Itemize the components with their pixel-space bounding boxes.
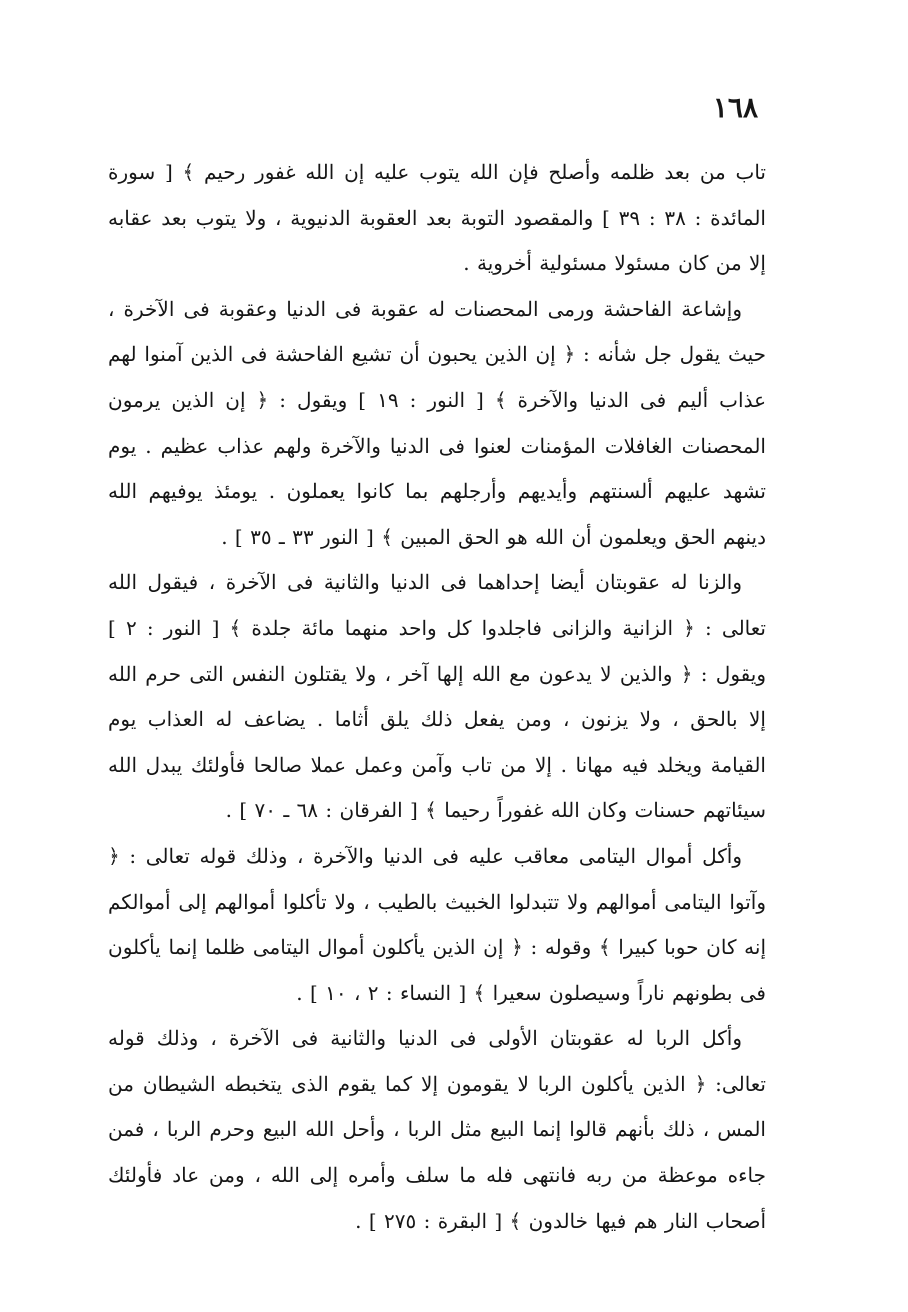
paragraph: والزنا له عقوبتان أيضا إحداهما فى الدنيا والثانية فى الآخرة ، فيقول الله تعالى : ﴿ الزانية والزانى فاجلدوا كل واحد منهما مائة جلدة ﴾ [ النور : ٢ ] ويقول : ﴿ والذين لا يدعون مع الله إلها آخر ، ولا يقتلون النفس التى حرم الله إلا بالحق ، ولا يزنون ، ومن يفعل ذلك يلق أثاما . يضاعف له العذاب يوم القيامة ويخلد فيه مهانا . إلا من تاب وآمن وعمل عملا صالحا فأولئك يبدل الله سيئاتهم حسنات وكان الله غفوراً رحيما ﴾ [ الفرقان : ٦٨ ـ ٧٠ ] . xyxy=(108,570,766,823)
paragraph: وأكل أموال اليتامى معاقب عليه فى الدنيا والآخرة ، وذلك قوله تعالى : ﴿ وآتوا اليتامى أموالهم ولا تتبدلوا الخبيث بالطيب ، ولا تأكلوا أموالهم إلى أموالكم إنه كان حوبا كبيرا ﴾ وقوله : ﴿ إن الذين يأكلون أموال اليتامى ظلما إنما يأكلون فى بطونهم ناراً وسيصلون سعيرا ﴾ [ النساء : ٢ ، ١٠ ] . xyxy=(108,843,766,1005)
page-number: ١٦٨ xyxy=(712,91,758,124)
paragraph: وأكل الربا له عقوبتان الأولى فى الدنيا والثانية فى الآخرة ، وذلك قوله تعالى: ﴿ الذين يأكلون الربا لا يقومون إلا كما يقوم الذى يتخبطه الشيطان من المس ، ذلك بأنهم قالوا إنما البيع مثل الربا ، وأحل الله البيع وحرم الربا ، فمن جاءه موعظة من ربه فانتهى فله ما سلف وأمره إلى الله ، ومن عاد فأولئك أصحاب النار هم فيها خالدون ﴾ [ البقرة : ٢٧٥ ] . xyxy=(108,1026,766,1233)
paragraph: وإشاعة الفاحشة ورمى المحصنات له عقوبة فى الدنيا وعقوبة فى الآخرة ، حيث يقول جل شأنه : ﴿ إن الذين يحبون أن تشيع الفاحشة فى الذين آمنوا لهم عذاب أليم فى الدنيا والآخرة ﴾ [ النور : ١٩ ] ويقول : ﴿ إن الذين يرمون المحصنات الغافلات المؤمنات لعنوا فى الدنيا والآخرة ولهم عذاب عظيم . يوم تشهد عليهم ألسنتهم وأيديهم وأرجلهم بما كانوا يعملون . يومئذ يوفيهم الله دينهم الحق ويعلمون أن الله هو الحق المبين ﴾ [ النور ٣٣ ـ ٣٥ ] . xyxy=(108,296,766,549)
paragraph: تاب من بعد ظلمه وأصلح فإن الله يتوب عليه إن الله غفور رحيم ﴾ [ سورة المائدة : ٣٨ : ٣٩ ] والمقصود التوبة بعد العقوبة الدنيوية ، ولا يتوب بعد عقابه إلا من كان مسئولا مسئولية أخروية . xyxy=(108,160,766,276)
body-text xyxy=(108,150,766,1244)
